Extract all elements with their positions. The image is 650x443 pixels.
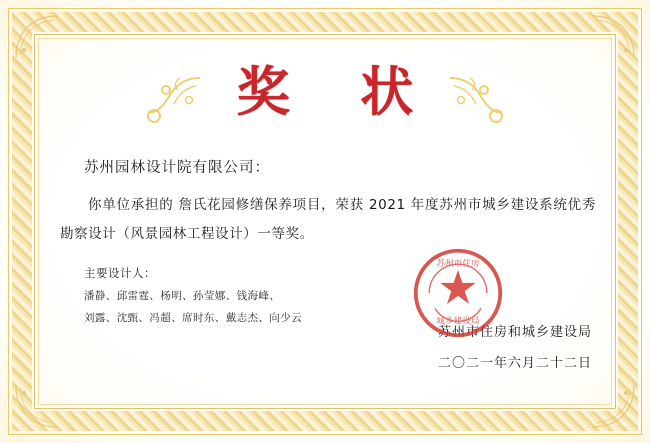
designers-line: 潘静、邱雷霆、杨明、孙莹娜、钱海峰、 xyxy=(84,290,281,303)
page-title: 奖 状 xyxy=(236,60,440,123)
floral-ornament-icon xyxy=(144,72,206,124)
issue-date: 二〇二一年六月二十二日 xyxy=(437,356,592,371)
addressee-line: 苏州园林设计院有限公司： xyxy=(84,160,270,176)
issuing-organization: 苏州市住房和城乡建设局 xyxy=(437,325,592,340)
certificate-content xyxy=(48,46,602,397)
title-row xyxy=(48,46,602,138)
signature-block xyxy=(438,321,592,371)
svg-text:苏州市住房: 苏州市住房 xyxy=(436,259,480,270)
designers-label: 主要设计人： xyxy=(84,266,156,281)
floral-ornament-icon xyxy=(444,72,506,124)
award-body-text: 你单位承担的 詹氏花园修缮保养项目，荣获 2021 年度苏州市城乡建设系统优秀勘察设计（风景园林工程设计）一等奖。 xyxy=(60,197,596,243)
svg-text:城乡建设局: 城乡建设局 xyxy=(436,316,480,327)
designers-line: 刘露、沈甄、冯超、席时东、戴志杰、向少云 xyxy=(84,312,302,325)
